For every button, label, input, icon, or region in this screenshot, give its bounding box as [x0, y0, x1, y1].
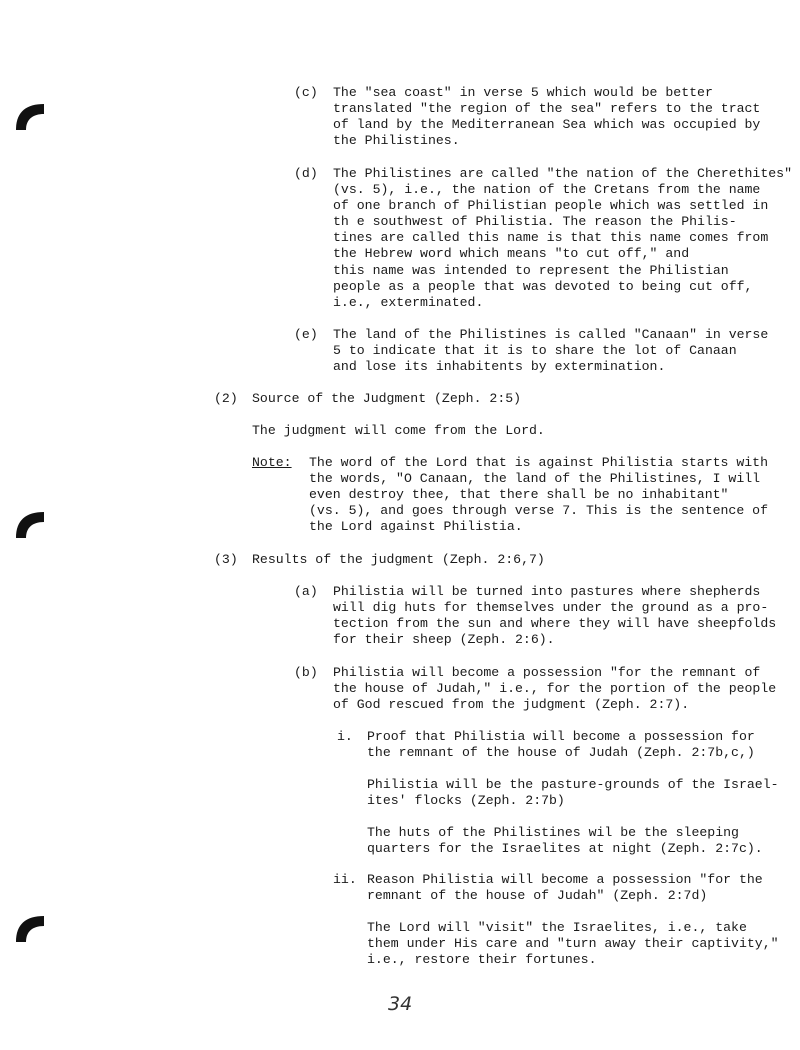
- text-line: The "sea coast" in verse 5 which would be better: [333, 85, 713, 100]
- text-line: this name was intended to represent the Philistian: [333, 262, 729, 278]
- text-line: translated "the region of the sea" refers to the tract: [333, 101, 761, 117]
- text-line: (vs. 5), i.e., the nation of the Cretans from the name: [333, 182, 761, 198]
- text-line: The word of the Lord that is against Philistia starts with: [309, 455, 768, 470]
- text-line: the Philistines.: [333, 133, 460, 149]
- text-line: and lose its inhabitents by extermination.: [333, 359, 666, 375]
- text-line: The Philistines are called "the nation of the Cherethites": [333, 166, 792, 181]
- text-line: Philistia will be turned into pastures where shepherds: [333, 584, 761, 599]
- note-text: [309, 455, 768, 535]
- pasture-grounds-text: [367, 777, 779, 809]
- section-label: (2): [214, 391, 238, 406]
- text-line: even destroy thee, that there shall be no inhabitant": [309, 487, 729, 503]
- subitem-label: i.: [337, 729, 353, 744]
- text-line: Proof that Philistia will become a possession for: [367, 729, 755, 744]
- text-line: Philistia will become a possession "for the remnant of: [333, 665, 761, 680]
- subitem-i-text: [367, 729, 755, 761]
- text-line: tines are called this name is that this name comes from: [333, 230, 769, 246]
- item-label: (c): [294, 85, 318, 100]
- subitem-label: ii.: [333, 872, 357, 887]
- item-a-text: [333, 584, 776, 648]
- huts-text: [367, 825, 763, 857]
- judgment-source-text: [252, 423, 545, 439]
- text-line: them under His care and "turn away their captivity,": [367, 936, 779, 952]
- text-line: the Hebrew word which means "to cut off," and: [333, 246, 690, 262]
- text-line: Philistia will be the pasture-grounds of the Israel-: [367, 777, 779, 792]
- page-number: 34: [388, 993, 413, 1015]
- section-2-heading: [252, 391, 521, 407]
- text-line: The land of the Philistines is called "Canaan" in verse: [333, 327, 769, 342]
- item-label: (d): [294, 166, 318, 181]
- text-line: tection from the sun and where they will have sheepfolds: [333, 616, 777, 632]
- item-b-text: [333, 665, 776, 713]
- item-d-text: [333, 166, 792, 311]
- punch-hole-bottom: [14, 912, 48, 946]
- text-line: Results of the judgment (Zeph. 2:6,7): [252, 552, 545, 567]
- text-line: of land by the Mediterranean Sea which was occupied by: [333, 117, 761, 133]
- text-line: Reason Philistia will become a possession "for the: [367, 872, 763, 887]
- item-e-text: [333, 327, 768, 375]
- text-line: 5 to indicate that it is to share the lot of Canaan: [333, 343, 737, 359]
- text-line: The huts of the Philistines wil be the sleeping: [367, 825, 739, 840]
- text-line: the Lord against Philistia.: [309, 519, 523, 535]
- item-label: (a): [294, 584, 318, 599]
- text-line: remnant of the house of Judah" (Zeph. 2:7d): [367, 888, 708, 904]
- visit-text: [367, 920, 779, 968]
- item-c-text: [333, 85, 760, 149]
- item-label: (b): [294, 665, 318, 680]
- item-label: (e): [294, 327, 318, 342]
- text-line: the house of Judah," i.e., for the portion of the people: [333, 681, 777, 697]
- note-label: Note:: [252, 455, 292, 470]
- text-line: ites' flocks (Zeph. 2:7b): [367, 793, 565, 809]
- text-line: people as a people that was devoted to being cut off,: [333, 278, 753, 294]
- text-line: The judgment will come from the Lord.: [252, 423, 545, 438]
- text-line: the remnant of the house of Judah (Zeph. 2:7b,c,): [367, 745, 755, 761]
- text-line: (vs. 5), and goes through verse 7. This is the sentence of: [309, 503, 768, 519]
- section-3-heading: [252, 552, 545, 568]
- text-line: of one branch of Philistian people which was settled in: [333, 198, 769, 214]
- text-line: quarters for the Israelites at night (Zeph. 2:7c).: [367, 841, 763, 857]
- text-line: i.e., exterminated.: [333, 294, 484, 310]
- text-line: of God rescued from the judgment (Zeph. 2:7).: [333, 697, 690, 713]
- punch-hole-top: [14, 100, 48, 134]
- text-line: the words, "O Canaan, the land of the Philistines, I will: [309, 471, 761, 487]
- text-line: The Lord will "visit" the Israelites, i.e., take: [367, 920, 747, 935]
- text-line: for their sheep (Zeph. 2:6).: [333, 632, 555, 648]
- punch-hole-middle: [14, 508, 48, 542]
- text-line: i.e., restore their fortunes.: [367, 952, 597, 968]
- subitem-ii-text: [367, 872, 763, 904]
- text-line: will dig huts for themselves under the ground as a pro-: [333, 600, 769, 616]
- text-line: th e southwest of Philistia. The reason the Philis-: [333, 214, 737, 230]
- text-line: Source of the Judgment (Zeph. 2:5): [252, 391, 522, 406]
- section-label: (3): [214, 552, 238, 567]
